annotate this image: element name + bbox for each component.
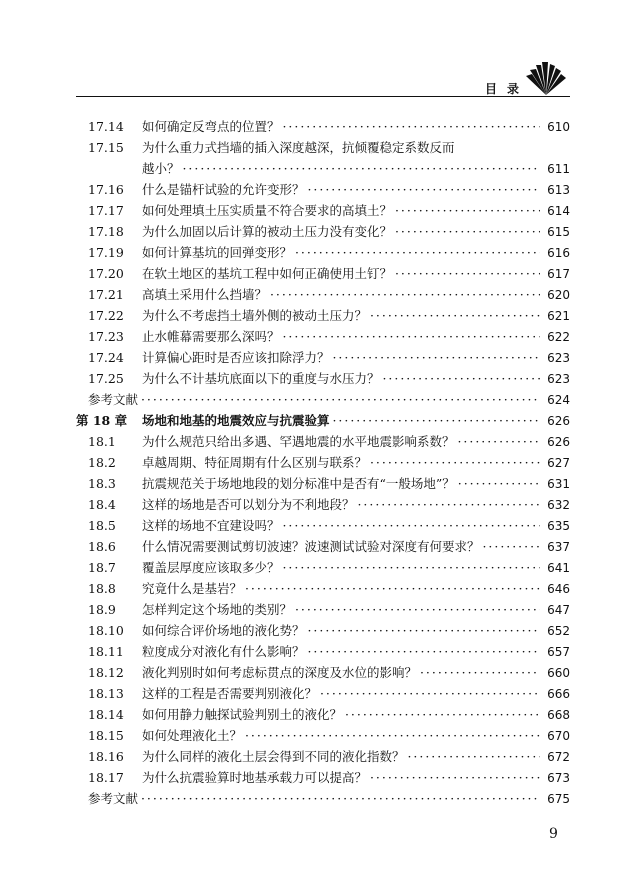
toc-title: 如何综合评价场地的液化势？ · · · xyxy=(142,621,540,641)
toc-number: 18.17 xyxy=(88,770,124,785)
toc-row xyxy=(76,306,570,326)
toc-number: 17.20 xyxy=(88,266,124,281)
toc-row xyxy=(76,600,570,620)
toc-title: 什么是锚杆试验的允许变形？ · · · xyxy=(142,180,540,200)
toc-row xyxy=(76,201,570,221)
toc-number: 18.15 xyxy=(88,728,124,743)
toc-number: 18.9 xyxy=(88,602,116,617)
toc-page: 657 xyxy=(547,645,570,659)
toc-row xyxy=(76,432,570,452)
toc-page: 668 xyxy=(547,708,570,722)
toc-number: 18.14 xyxy=(88,707,124,722)
toc-number: 17.18 xyxy=(88,224,124,239)
toc-title: 为什么不考虑挡土墙外侧的被动土压力？ · · · xyxy=(142,306,540,326)
toc-row xyxy=(76,474,570,494)
toc-title: 为什么重力式挡墙的插入深度越深，抗倾覆稳定系数反而 xyxy=(142,140,455,155)
toc-row xyxy=(76,705,570,725)
toc-title: 如何处理液化土？ · · · xyxy=(142,726,540,746)
toc-page: 623 xyxy=(547,351,570,365)
toc-number: 17.22 xyxy=(88,308,124,323)
toc-page: 621 xyxy=(547,309,570,323)
publisher-logo-icon xyxy=(524,62,568,100)
chapter-number: 第 18 章 xyxy=(76,413,128,428)
toc-row xyxy=(76,180,570,200)
toc-title: 如何用静力触探试验判别土的液化？ · · · xyxy=(142,705,540,725)
toc-number: 18.4 xyxy=(88,497,116,512)
toc-row xyxy=(76,369,570,389)
toc-page: 673 xyxy=(547,771,570,785)
toc-row xyxy=(76,348,570,368)
toc-title: 这样的场地是否可以划分为不利地段？ · · · xyxy=(142,495,540,515)
header-title: 目录 xyxy=(485,82,530,96)
toc-row xyxy=(76,453,570,473)
chapter-title: 场地和地基的地震效应与抗震验算 · · · xyxy=(142,411,540,431)
toc-row-references xyxy=(76,789,570,809)
toc-title: 卓越周期、特征周期有什么区别与联系？ · · · xyxy=(142,453,540,473)
toc-number: 18.7 xyxy=(88,560,116,575)
toc-row xyxy=(76,537,570,557)
toc-page: 672 xyxy=(547,750,570,764)
toc-page: 613 xyxy=(547,183,570,197)
toc-title: 为什么加固以后计算的被动土压力没有变化？ · · · xyxy=(142,222,540,242)
toc-title: 如何计算基坑的回弹变形？ · · · xyxy=(142,243,540,263)
toc-number: 17.21 xyxy=(88,287,124,302)
toc-row xyxy=(76,138,570,158)
toc-row xyxy=(76,243,570,263)
toc-page: 624 xyxy=(547,393,570,407)
toc-row xyxy=(76,747,570,767)
toc-title: 液化判别时如何考虑标贯点的深度及水位的影响？ · · · xyxy=(142,663,540,683)
toc-title: 高填土采用什么挡墙？ · · · xyxy=(142,285,540,305)
toc-row-references xyxy=(76,390,570,410)
toc-page: 617 xyxy=(547,267,570,281)
toc-page: 611 xyxy=(547,162,570,176)
toc-title: 怎样判定这个场地的类别？ · · · xyxy=(142,600,540,620)
toc-page: 627 xyxy=(547,456,570,470)
toc-page: 616 xyxy=(547,246,570,260)
toc-page: 652 xyxy=(547,624,570,638)
toc-row xyxy=(76,579,570,599)
toc-number: 17.16 xyxy=(88,182,124,197)
toc-number: 18.2 xyxy=(88,455,116,470)
toc-number: 18.11 xyxy=(88,644,124,659)
toc-row xyxy=(76,285,570,305)
toc-number: 18.6 xyxy=(88,539,116,554)
toc-page: 670 xyxy=(547,729,570,743)
toc-page: 646 xyxy=(547,582,570,596)
toc-number: 17.25 xyxy=(88,371,124,386)
toc-row xyxy=(76,516,570,536)
toc-title: 为什么规范只给出多遇、罕遇地震的水平地震影响系数？ · · · xyxy=(142,432,540,452)
toc-number: 18.8 xyxy=(88,581,116,596)
toc-title: 止水帷幕需要那么深吗？ · · · xyxy=(142,327,540,347)
toc-row xyxy=(76,495,570,515)
toc-page: 666 xyxy=(547,687,570,701)
toc-number: 18.10 xyxy=(88,623,124,638)
toc-row xyxy=(76,117,570,137)
toc-row xyxy=(76,327,570,347)
toc-number: 17.14 xyxy=(88,119,124,134)
toc-number: 18.16 xyxy=(88,749,124,764)
toc-row xyxy=(76,663,570,683)
toc-row xyxy=(76,621,570,641)
toc-number: 18.3 xyxy=(88,476,116,491)
toc-page: 635 xyxy=(547,519,570,533)
toc-row xyxy=(76,264,570,284)
toc-title: 为什么抗震验算时地基承载力可以提高？ · · · xyxy=(142,768,540,788)
toc-row xyxy=(76,768,570,788)
toc-row xyxy=(76,222,570,242)
toc-title: 在软土地区的基坑工程中如何正确使用土钉？ · · · xyxy=(142,264,540,284)
toc-title: 参考文献 · · · xyxy=(88,789,540,809)
toc-page: 626 xyxy=(547,435,570,449)
toc-page: 614 xyxy=(547,204,570,218)
header-rule xyxy=(76,96,570,97)
toc-number: 17.17 xyxy=(88,203,124,218)
toc-title: 为什么不计基坑底面以下的重度与水压力？ · · · xyxy=(142,369,540,389)
toc-title: 究竟什么是基岩？ · · · xyxy=(142,579,540,599)
toc-title: 如何确定反弯点的位置？ · · · xyxy=(142,117,540,137)
toc-number: 17.19 xyxy=(88,245,124,260)
toc-title: 抗震规范关于场地地段的划分标准中是否有“一般场地”？ · · · xyxy=(142,474,540,494)
toc-number: 17.24 xyxy=(88,350,124,365)
toc-row-chapter xyxy=(76,411,570,431)
toc-title: 这样的场地不宜建设吗？ · · · xyxy=(142,516,540,536)
toc-number: 18.12 xyxy=(88,665,124,680)
toc-page: 620 xyxy=(547,288,570,302)
toc-page: 622 xyxy=(547,330,570,344)
toc-row xyxy=(76,159,570,179)
toc-row xyxy=(76,642,570,662)
toc-number: 18.5 xyxy=(88,518,116,533)
toc-title: 什么情况需要测试剪切波速？波速测试试验对深度有何要求？ · · · xyxy=(142,537,540,557)
toc-page: 615 xyxy=(547,225,570,239)
toc-page: 637 xyxy=(547,540,570,554)
toc-page: 626 xyxy=(547,414,570,428)
toc-title: 如何处理填土压实质量不符合要求的高填土？ · · · xyxy=(142,201,540,221)
toc-number: 18.13 xyxy=(88,686,124,701)
toc-page: 632 xyxy=(547,498,570,512)
toc-title: 计算偏心距时是否应该扣除浮力？ · · · xyxy=(142,348,540,368)
toc-page: 623 xyxy=(547,372,570,386)
toc-page: 641 xyxy=(547,561,570,575)
toc-page: 610 xyxy=(547,120,570,134)
toc-page: 647 xyxy=(547,603,570,617)
toc-number: 17.23 xyxy=(88,329,124,344)
toc-row xyxy=(76,684,570,704)
toc-title: 粒度成分对液化有什么影响？ · · · xyxy=(142,642,540,662)
toc-page: 675 xyxy=(547,792,570,806)
toc-page: 660 xyxy=(547,666,570,680)
toc-title: 为什么同样的液化土层会得到不同的液化指数？ · · · xyxy=(142,747,540,767)
toc-number: 17.15 xyxy=(88,140,124,155)
toc-title: 参考文献 · · · xyxy=(88,390,540,410)
toc-page: 631 xyxy=(547,477,570,491)
toc-row xyxy=(76,558,570,578)
toc-title: 越小？ · · · xyxy=(142,159,540,179)
toc-title: 覆盖层厚度应该取多少？ · · · xyxy=(142,558,540,578)
toc-title: 这样的工程是否需要判别液化？ · · · xyxy=(142,684,540,704)
toc-row xyxy=(76,726,570,746)
toc-number: 18.1 xyxy=(88,434,116,449)
page-number: 9 xyxy=(549,826,558,842)
